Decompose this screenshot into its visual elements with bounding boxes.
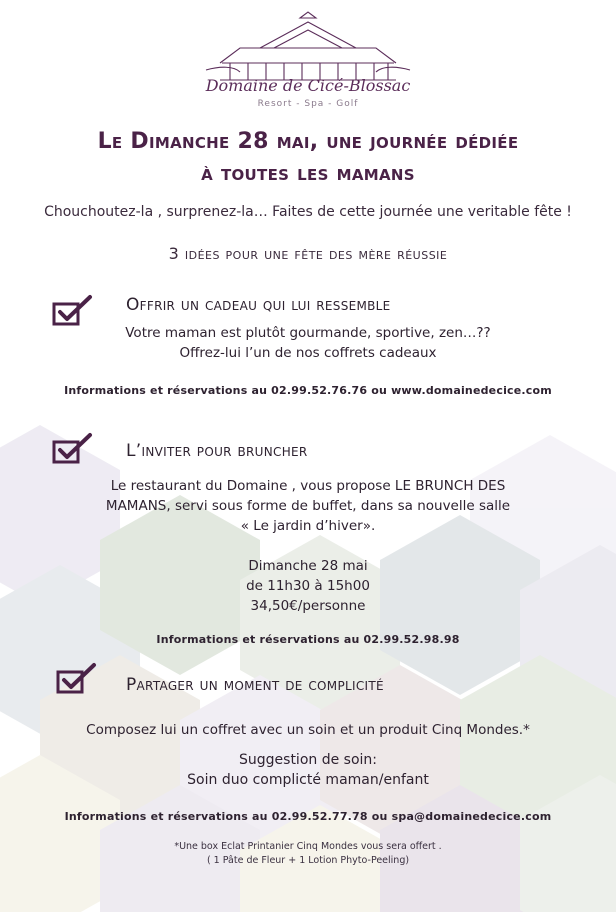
- footnote-line-2: ( 1 Pâte de Fleur + 1 Lotion Phyto-Peeling): [206, 855, 410, 866]
- brunch-date: Dimanche 28 mai: [248, 558, 368, 574]
- section-1-line-2: Offrez-lui l’un de nos coffrets cadeaux: [179, 345, 437, 361]
- section-2-line-3: « Le jardin d’hiver».: [240, 518, 376, 534]
- section-1-title: Offrir un cadeau qui lui ressemble: [126, 295, 391, 315]
- logo-tagline: Resort - Spa - Golf: [257, 99, 359, 109]
- section-3-title: Partager un moment de complicité: [126, 675, 384, 695]
- section-1-info: Informations et réservations au 02.99.52.76.76 ou www.domainedecice.com: [64, 384, 552, 397]
- section-3-line-1: Composez lui un coffret avec un soin et un produit Cinq Mondes.*: [86, 722, 530, 738]
- page-title-line2: à toutes les mamans: [201, 161, 415, 186]
- section-2-title: L’inviter pour bruncher: [126, 441, 308, 461]
- brunch-price: 34,50€/personne: [250, 598, 366, 614]
- logo-name: Domaine de Cicé-Blossac: [205, 76, 411, 95]
- suggestion-text: Soin duo complicté maman/enfant: [187, 772, 429, 788]
- section-2-info: Informations et réservations au 02.99.52.98.98: [156, 633, 460, 646]
- checkbox-checked-icon: [52, 432, 94, 466]
- footnote-line-1: *Une box Eclat Printanier Cinq Mondes vous sera offert .: [174, 841, 442, 852]
- section-3-info: Informations et réservations au 02.99.52.77.78 ou spa@domainedecice.com: [64, 810, 552, 823]
- checkbox-checked-icon: [56, 662, 98, 696]
- section-2-line-2: MAMANS, servi sous forme de buffet, dans sa nouvelle salle: [105, 498, 511, 514]
- page-title-line1: Le Dimanche 28 mai, une journée dédiée: [97, 129, 519, 154]
- section-1-line-1: Votre maman est plutôt gourmande, sportive, zen…??: [125, 325, 491, 341]
- brunch-hours: de 11h30 à 15h00: [246, 578, 370, 594]
- ideas-heading: 3 idées pour une fête des mère réussie: [168, 244, 448, 263]
- section-2-line-1: Le restaurant du Domaine , vous propose LE BRUNCH DES: [110, 478, 506, 494]
- suggestion-title: Suggestion de soin:: [239, 752, 377, 768]
- intro-text: Chouchoutez-la , surprenez-la… Faites de cette journée une veritable fête !: [44, 204, 572, 220]
